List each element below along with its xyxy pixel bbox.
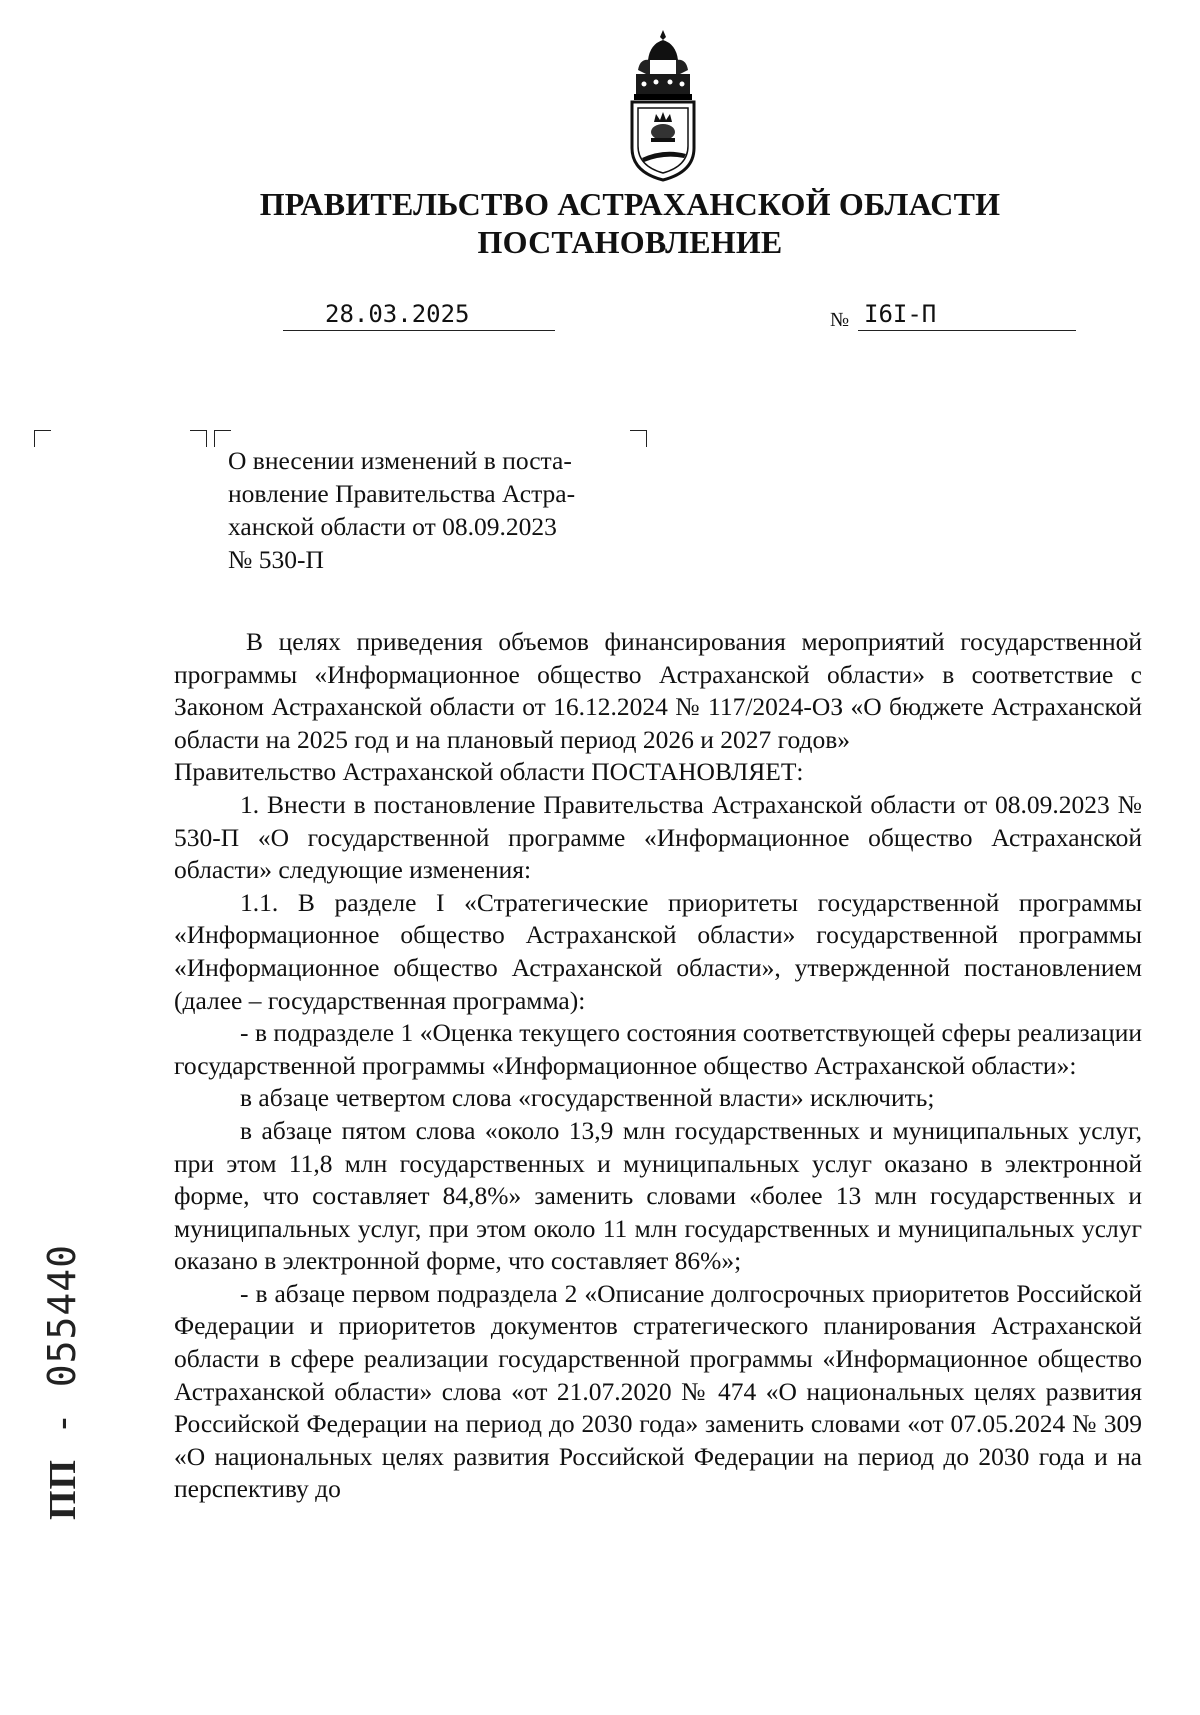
- document-date: 28.03.2025: [325, 300, 470, 328]
- government-title: ПРАВИТЕЛЬСТВО АСТРАХАНСКОЙ ОБЛАСТИ: [259, 186, 1001, 222]
- document-subject: [228, 444, 638, 576]
- body-paragraph: - в абзаце первом подраздела 2 «Описание долгосрочных приоритетов Российской Федерации и приоритетов документов стратегического планирования Астраханской области в сфере реализации государственной программы «Информационное общество Астраханской области» слова «от 21.07.2020 № 474 «О национальных целях развития Российской Федерации на период до 2030 года» заменить словами «от 07.05.2024 № 309 «О национальных целях развития Российской Федерации на период до 2030 года и на перспективу до: [174, 1278, 1142, 1504]
- body-paragraph: В целях приведения объемов финансирования мероприятий государственной программы «Информационное общество Астраханской области» в соответствие с Законом Астраханской области от 16.12.2024 № 117/2024-ОЗ «О бюджете Астраханской области на 2025 год и на плановый период 2026 и 2027 годов»: [174, 627, 1142, 754]
- stamp-number: 055440: [40, 1243, 84, 1388]
- subject-line: О внесении изменений в поста-: [228, 446, 572, 475]
- body-paragraph: 1.1. В разделе I «Стратегические приоритеты государственной программы «Информационное общество Астраханской области» государственной программы «Информационное общество Астраханской области», утвержденной постановлением (далее – государственная программа):: [174, 887, 1142, 1015]
- number-field: [858, 298, 1076, 331]
- document-number: I6I-П: [864, 300, 937, 328]
- subject-line: № 530-П: [228, 545, 324, 574]
- stamp-dash: -: [40, 1411, 84, 1435]
- body-paragraph: в абзаце пятом слова «около 13,9 млн государственных и муниципальных услуг, при этом 11,8 млн государственных и муниципальных услуг оказано в электронной форме, что составляет 84,8%» заменить словами «более 13 млн государственных и муниципальных услуг, при этом около 11 млн государственных и муниципальных услуг оказано в электронной форме, что составляет 86%»;: [174, 1115, 1142, 1276]
- document-body: [174, 626, 1142, 1506]
- body-paragraph: 1. Внести в постановление Правительства Астраханской области от 08.09.2023 № 530-П «О государственной программе «Информационное общество Астраханской области» следующие изменения:: [174, 789, 1142, 885]
- coat-of-arms-icon: [626, 30, 700, 182]
- date-field: [283, 298, 555, 331]
- stamp-series: ПП: [42, 1458, 84, 1520]
- corner-mark-left-inner: [190, 430, 207, 447]
- number-sign: №: [830, 309, 850, 331]
- serial-stamp: [40, 1244, 85, 1520]
- resolution-line: Правительство Астраханской области ПОСТАНОВЛЯЕТ:: [174, 757, 804, 787]
- subject-line: новление Правительства Астра-: [228, 479, 576, 508]
- body-paragraph: в абзаце четвертом слова «государственной власти» исключить;: [240, 1083, 935, 1113]
- body-paragraph: - в подразделе 1 «Оценка текущего состояния соответствующей сферы реализации государственной программы «Информационное общество Астраханской области»:: [174, 1018, 1142, 1080]
- subject-line: ханской области от 08.09.2023: [228, 512, 557, 541]
- document-type-title: ПОСТАНОВЛЕНИЕ: [477, 224, 783, 260]
- corner-mark-left: [34, 430, 51, 447]
